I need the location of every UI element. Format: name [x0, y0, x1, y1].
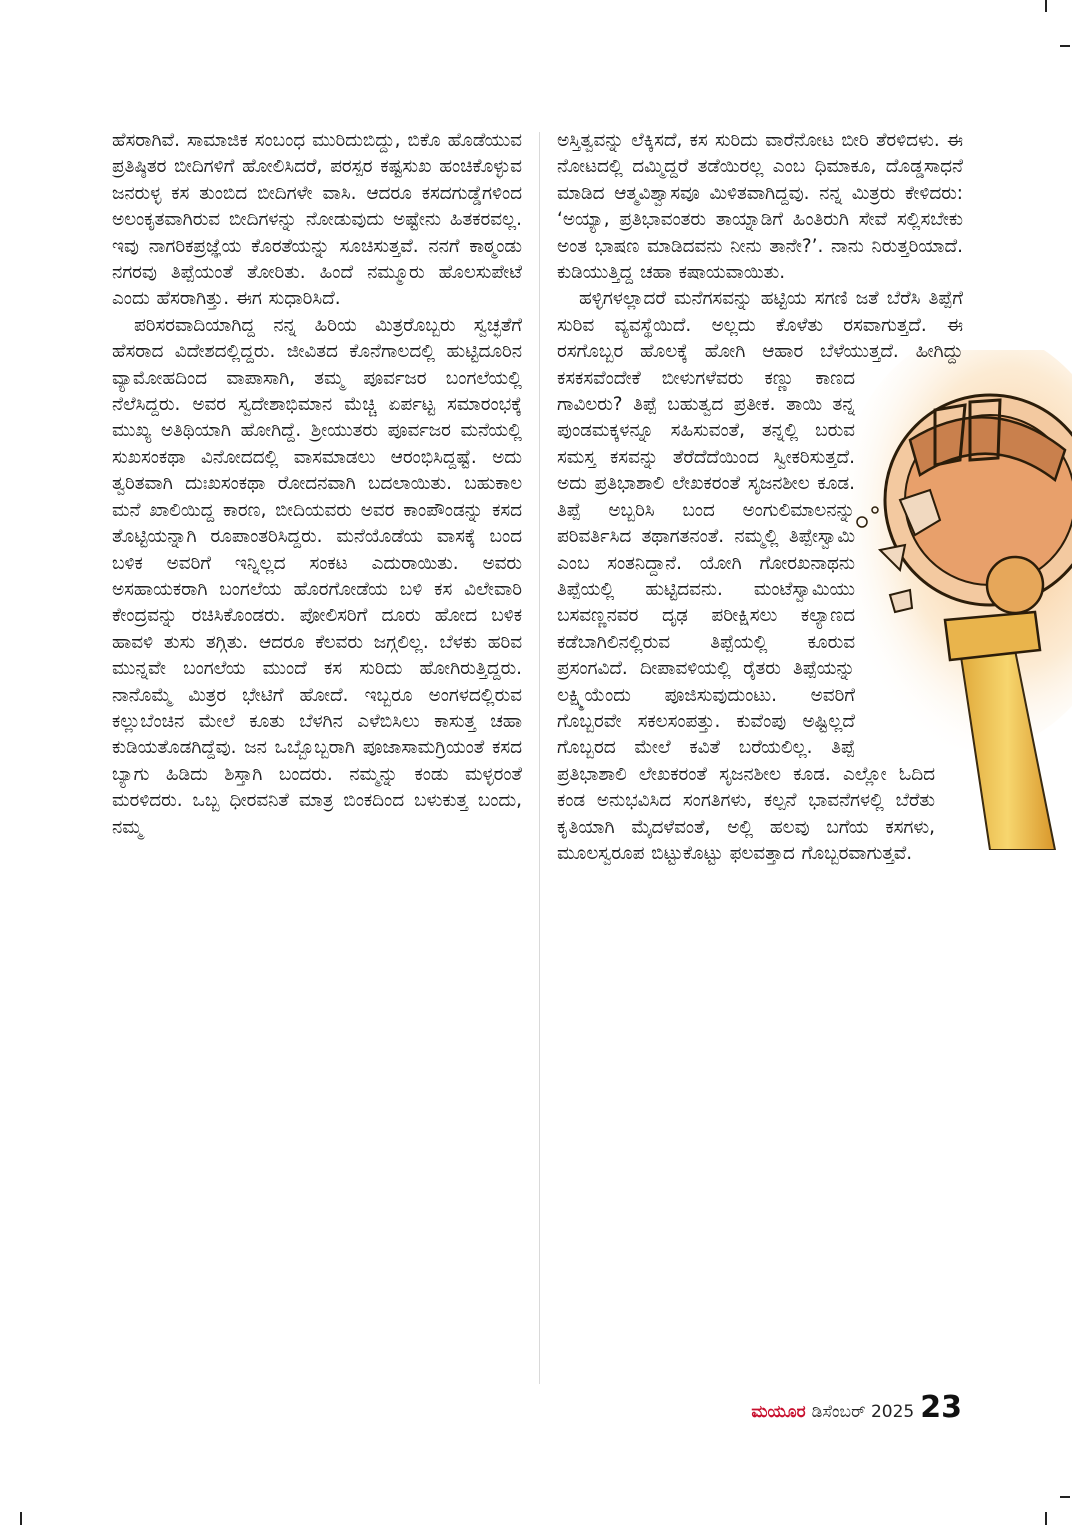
paragraph: ಹೆಸರಾಗಿವೆ. ಸಾಮಾಜಿಕ ಸಂಬಂಧ ಮುರಿದುಬಿದ್ದು, ಬಿಕೊ ಹೊಡೆಯುವ ಪ್ರತಿಷ್ಠಿತರ ಬೀದಿಗಳಿಗೆ ಹೋಲಿಸಿದರೆ, ಪರಸ್ಪರ ಕಷ್ಟಸುಖ ಹಂಚಿಕೊಳ್ಳುವ ಜನರುಳ್ಳ ಕಸ ತುಂಬಿದ ಬೀದಿಗಳೇ ವಾಸಿ. ಆದರೂ ಕಸದಗುಡ್ಡೆಗಳಿಂದ ಅಲಂಕೃತವಾಗಿರುವ ಬೀದಿಗಳನ್ನು ನೋಡುವುದು ಅಷ್ಟೇನು ಹಿತಕರವಲ್ಲ. ಇವು ನಾಗರಿಕಪ್ರಜ್ಞೆಯ ಕೊರತೆಯನ್ನು ಸೂಚಿಸುತ್ತವೆ. ನನಗೆ ಕಾಠ್ಮಂಡು ನಗರವು ತಿಪ್ಪೆಯಂತೆ ತೋರಿತು. ಹಿಂದೆ ನಮ್ಮೂರು ಹೊಲಸುಪೇಟೆ ಎಂದು ಹೆಸರಾಗಿತ್ತು. ಈಗ ಸುಧಾರಿಸಿದೆ. — [112, 130, 522, 310]
issue-date: ಡಿಸೆಂಬರ್ 2025 — [811, 1402, 915, 1422]
crop-mark — [20, 1512, 22, 1525]
column-divider — [539, 132, 540, 1384]
page-footer — [751, 1390, 962, 1425]
text-wrap-spacer — [935, 758, 963, 818]
bin-knob — [987, 557, 1043, 613]
crop-mark — [1045, 0, 1047, 12]
magazine-name: ಮಯೂರ — [751, 1402, 806, 1422]
text-wrap-spacer — [855, 366, 963, 758]
paragraph: ಹಳ್ಳಿಗಳಲ್ಲಾದರೆ ಮನೆಗಸವನ್ನು ಹಟ್ಟಿಯ ಸಗಣಿ ಜತೆ ಬೆರೆಸಿ ತಿಪ್ಪೆಗೆ ಸುರಿವ ವ್ಯವಸ್ಥೆಯಿದೆ. ಅಲ್ಲದು ಕೊಳೆತು ರಸವಾಗುತ್ತದೆ. ಈ ರಸಗೊಬ್ಬರ ಹೊಲಕ್ಕೆ ಹೋಗಿ ಆಹಾರ ಬೆಳೆಯುತ್ತದೆ. ಹೀಗಿದ್ದು ಕಸಕಸವೆಂದೇಕೆ ಬೀಳುಗಳೆವರು ಕಣ್ಣು ಕಾಣದ ಗಾವಿಲರು? ತಿಪ್ಪೆ ಬಹುತ್ವದ ಪ್ರತೀಕ. ತಾಯಿ ತನ್ನ ಪುಂಡಮಕ್ಕಳನ್ನೂ ಸಹಿಸುವಂತೆ, ತನ್ನಲ್ಲಿ ಬರುವ ಸಮಸ್ತ ಕಸವನ್ನು ತೆರೆದೆದೆಯಿಂದ ಸ್ವೀಕರಿಸುತ್ತದೆ. ಅದು ಪ್ರತಿಭಾಶಾಲಿ ಲೇಖಕರಂತೆ ಸೃಜನಶೀಲ ಕೂಡ. ತಿಪ್ಪೆ ಅಬ್ಬರಿಸಿ ಬಂದ ಅಂಗುಲಿಮಾಲನನ್ನು ಪರಿವರ್ತಿಸಿದ ತಥಾಗತನಂತೆ. ನಮ್ಮಲ್ಲಿ ತಿಪ್ಪೇಸ್ವಾಮಿ ಎಂಬ ಸಂತನಿದ್ದಾನೆ. ಯೋಗಿ ಗೋರಖನಾಥನು ತಿಪ್ಪೆಯಲ್ಲಿ ಹುಟ್ಟಿದವನು. ಮಂಟೆಸ್ವಾಮಿಯು ಬಸವಣ್ಣನವರ ದೃಢ ಪರೀಕ್ಷಿಸಲು ಕಲ್ಯಾಣದ ಕಡೆಬಾಗಿಲಿನಲ್ಲಿರುವ ತಿಪ್ಪೆಯಲ್ಲಿ ಕೂರುವ ಪ್ರಸಂಗವಿದೆ. ದೀಪಾವಳಿಯಲ್ಲಿ ರೈತರು ತಿಪ್ಪೆಯನ್ನು ಲಕ್ಷ್ಮಿಯೆಂದು ಪೂಜಿಸುವುದುಂಟು. ಅವರಿಗೆ ಗೊಬ್ಬರವೇ ಸಕಲಸಂಪತ್ತು. ಕುವೆಂಪು ಅಷ್ಟಿಲ್ಲದೆ ಗೊಬ್ಬರದ ಮೇಲೆ ಕವಿತೆ ಬರೆಯಲಿಲ್ಲ. ತಿಪ್ಪೆ ಪ್ರತಿಭಾಶಾಲಿ ಲೇಖಕರಂತೆ ಸೃಜನಶೀಲ ಕೂಡ. ಎಲ್ಲೋ ಓದಿದ ಕಂಡ ಅನುಭವಿಸಿದ ಸಂಗತಿಗಳು, ಕಲ್ಪನೆ ಭಾವನೆಗಳಲ್ಲಿ ಬೆರೆತು ಕೃತಿಯಾಗಿ ಮೈದಳೆವಂತೆ, ಅಲ್ಲಿ ಹಲವು ಬಗೆಯ ಕಸಗಳು, ಮೂಲಸ್ವರೂಪ ಬಿಟ್ಟುಕೊಟ್ಟು ಫಲವತ್ತಾದ ಗೊಬ್ಬರವಾಗುತ್ತವೆ. — [557, 288, 963, 864]
right-column — [557, 128, 963, 867]
left-column — [112, 128, 522, 841]
page-number: 23 — [920, 1390, 962, 1425]
paragraph: ಅಸ್ತಿತ್ವವನ್ನು ಲೆಕ್ಕಿಸದೆ, ಕಸ ಸುರಿದು ವಾರೆನೋಟ ಬೀರಿ ತೆರಳಿದಳು. ಈ ನೋಟದಲ್ಲಿ ದಮ್ಮಿದ್ದರೆ ತಡೆಯಿರಲ್ಲ ಎಂಬ ಧಿಮಾಕೂ, ದೊಡ್ಡಸಾಧನೆ ಮಾಡಿದ ಆತ್ಮವಿಶ್ವಾಸವೂ ಮಿಳಿತವಾಗಿದ್ದವು. ನನ್ನ ಮಿತ್ರರು ಕೇಳಿದರು: ‘ಅಯ್ಯಾ, ಪ್ರತಿಭಾವಂತರು ತಾಯ್ನಾಡಿಗೆ ಹಿಂತಿರುಗಿ ಸೇವೆ ಸಲ್ಲಿಸಬೇಕು ಅಂತ ಭಾಷಣ ಮಾಡಿದವನು ನೀನು ತಾನೇ?’. ನಾನು ನಿರುತ್ತರಿಯಾದೆ. ಕುಡಿಯುತ್ತಿದ್ದ ಚಹಾ ಕಷಾಯವಾಯಿತು. — [557, 130, 963, 284]
crop-mark — [1045, 1512, 1047, 1525]
crop-mark — [1060, 1496, 1070, 1498]
paragraph: ಪರಿಸರವಾದಿಯಾಗಿದ್ದ ನನ್ನ ಹಿರಿಯ ಮಿತ್ರರೊಬ್ಬರು ಸ್ವಚ್ಛತೆಗೆ ಹೆಸರಾದ ವಿದೇಶದಲ್ಲಿದ್ದರು. ಜೀವಿತದ ಕೊನೆಗಾಲದಲ್ಲಿ ಹುಟ್ಟಿದೂರಿನ ವ್ಯಾಮೋಹದಿಂದ ವಾಪಾಸಾಗಿ, ತಮ್ಮ ಪೂರ್ವಜರ ಬಂಗಲೆಯಲ್ಲಿ ನೆಲೆಸಿದ್ದರು. ಅವರ ಸ್ವದೇಶಾಭಿಮಾನ ಮೆಚ್ಚಿ ಏರ್ಪಟ್ಟ ಸಮಾರಂಭಕ್ಕೆ ಮುಖ್ಯ ಅತಿಥಿಯಾಗಿ ಹೋಗಿದ್ದೆ. ಶ್ರೀಯುತರು ಪೂರ್ವಜರ ಮನೆಯಲ್ಲಿ ಸುಖಸಂಕಥಾ ವಿನೋದದಲ್ಲಿ ವಾಸಮಾಡಲು ಆರಂಭಿಸಿದ್ದಷ್ಟೆ. ಅದು ತ್ವರಿತವಾಗಿ ದುಃಖಸಂಕಥಾ ರೋದನವಾಗಿ ಬದಲಾಯಿತು. ಬಹುಕಾಲ ಮನೆ ಖಾಲಿಯಿದ್ದ ಕಾರಣ, ಬೀದಿಯವರು ಅವರ ಕಾಂಪೌಂಡನ್ನು ಕಸದ ತೊಟ್ಟಿಯನ್ನಾಗಿ ರೂಪಾಂತರಿಸಿದ್ದರು. ಮನೆಯೊಡೆಯ ವಾಸಕ್ಕೆ ಬಂದ ಬಳಿಕ ಅವರಿಗೆ ಇನ್ನಿಲ್ಲದ ಸಂಕಟ ಎದುರಾಯಿತು. ಅವರು ಅಸಹಾಯಕರಾಗಿ ಬಂಗಲೆಯ ಹೊರಗೋಡೆಯ ಬಳಿ ಕಸ ವಿಲೇವಾರಿ ಕೇಂದ್ರವನ್ನು ರಚಿಸಿಕೊಂಡರು. ಪೋಲಿಸರಿಗೆ ದೂರು ಹೋದ ಬಳಿಕ ಹಾವಳಿ ತುಸು ತಗ್ಗಿತು. ಆದರೂ ಕೆಲವರು ಜಗ್ಗಲಿಲ್ಲ. ಬೆಳಕು ಹರಿವ ಮುನ್ನವೇ ಬಂಗಲೆಯ ಮುಂದೆ ಕಸ ಸುರಿದು ಹೋಗಿರುತ್ತಿದ್ದರು. ನಾನೊಮ್ಮೆ ಮಿತ್ರರ ಭೇಟಿಗೆ ಹೋದೆ. ಇಬ್ಬರೂ ಅಂಗಳದಲ್ಲಿರುವ ಕಲ್ಲುಬೆಂಚಿನ ಮೇಲೆ ಕೂತು ಬೆಳಗಿನ ಎಳೆಬಿಸಿಲು ಕಾಸುತ್ತ ಚಹಾ ಕುಡಿಯತೊಡಗಿದ್ದೆವು. ಜನ ಒಬ್ಬೊಬ್ಬರಾಗಿ ಪೂಜಾಸಾಮಗ್ರಿಯಂತೆ ಕಸದ ಬ್ಯಾಗು ಹಿಡಿದು ಶಿಸ್ತಾಗಿ ಬಂದರು. ನಮ್ಮನ್ನು ಕಂಡು ಮಳ್ಳರಂತೆ ಮರಳಿದರು. ಒಬ್ಬ ಧೀರವನಿತೆ ಮಾತ್ರ ಬಿಂಕದಿಂದ ಬಳುಕುತ್ತ ಬಂದು, ನಮ್ಮ — [112, 314, 522, 838]
crop-mark — [1060, 45, 1070, 47]
